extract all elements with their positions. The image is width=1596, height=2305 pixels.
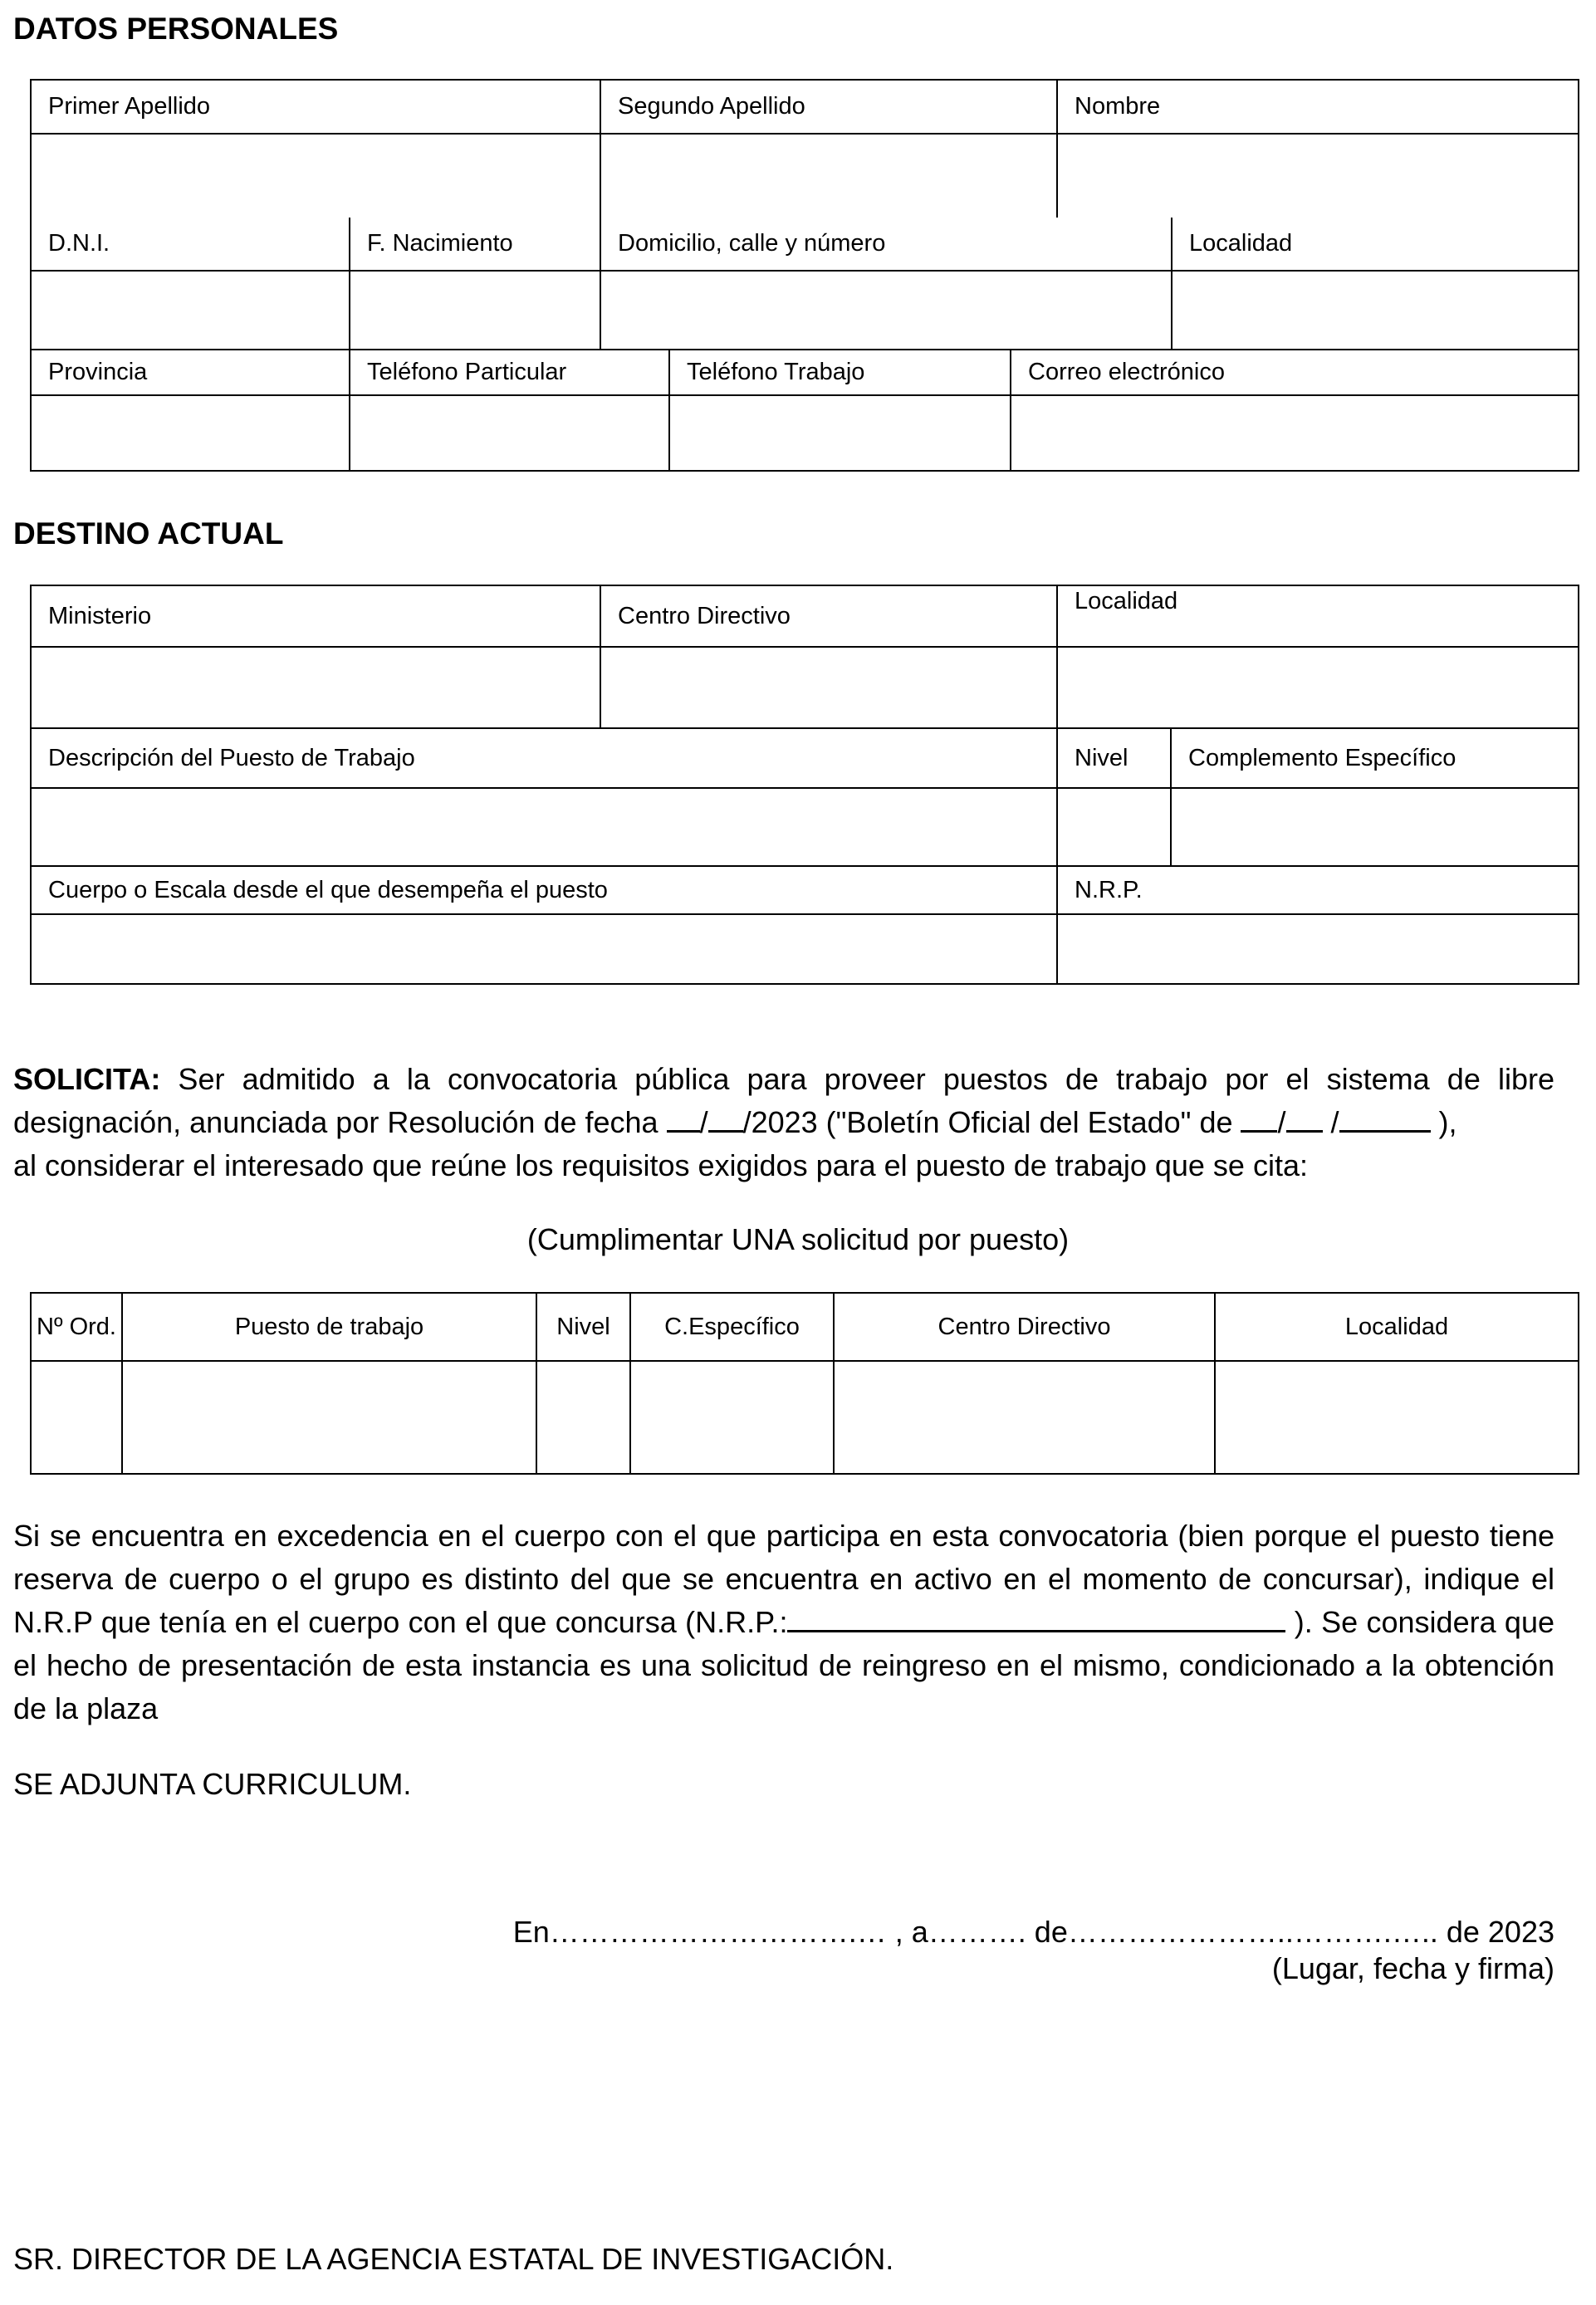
label-dni: D.N.I. (32, 218, 350, 270)
input-localidad[interactable] (1173, 272, 1578, 349)
excedencia-paragraph (13, 1515, 1554, 1730)
blank-boe-dia[interactable] (1241, 1102, 1277, 1133)
label-telefono-trabajo: Teléfono Trabajo (670, 350, 1011, 394)
input-puesto[interactable] (123, 1362, 537, 1473)
solicita-text: Ser admitido a la convocatoria pública para proveer puestos de trabajo por el sistema de libre designación, anunciada por Resolución de fecha (13, 1062, 1554, 1139)
header-centro-directivo: Centro Directivo (835, 1294, 1216, 1360)
label-descripcion-puesto: Descripción del Puesto de Trabajo (32, 729, 1058, 787)
label-provincia: Provincia (32, 350, 350, 394)
slash: / (699, 1105, 708, 1139)
label-ministerio: Ministerio (32, 586, 601, 646)
input-dni[interactable] (32, 272, 350, 349)
label-complemento: Complemento Específico (1188, 744, 1456, 771)
input-centro-directivo[interactable] (601, 648, 1058, 727)
label-nombre: Nombre (1075, 93, 1161, 120)
slash: / (1322, 1105, 1339, 1139)
lugar-fecha-caption: (Lugar, fecha y firma) (1271, 1951, 1554, 1985)
label-localidad-destino: Localidad (1075, 588, 1178, 614)
input-nivel[interactable] (1058, 789, 1172, 865)
blank-nrp-excedencia[interactable] (787, 1602, 1285, 1632)
label-cuerpo-escala: Cuerpo o Escala desde el que desempeña el puesto (32, 867, 1058, 913)
input-cuerpo-escala[interactable] (32, 915, 1058, 983)
lugar-fecha-line[interactable]: En………………………….… , a………. de…………………..……….….. de 2023 (512, 1915, 1554, 1949)
input-descripcion-puesto[interactable] (32, 789, 1058, 865)
blank-boe-anio[interactable] (1339, 1102, 1431, 1133)
label-correo: Correo electrónico (1028, 359, 1225, 385)
label-localidad: Localidad (1189, 230, 1293, 257)
puestos-table (30, 1292, 1579, 1475)
label-segundo-apellido: Segundo Apellido (601, 81, 1058, 133)
label-telefono-particular: Teléfono Particular (350, 350, 670, 394)
solicita-continuation: al considerar el interesado que reúne los requisitos exigidos para el puesto de trabajo que se cita: (13, 1148, 1308, 1182)
solicita-label: SOLICITA: (13, 1062, 161, 1096)
input-primer-apellido[interactable] (32, 135, 601, 218)
solicita-paragraph (13, 1058, 1554, 1187)
input-localidad-puesto[interactable] (1216, 1362, 1578, 1473)
input-localidad-destino[interactable] (1058, 648, 1578, 727)
header-localidad: Localidad (1344, 1313, 1449, 1340)
reingreso-text: Se considera que el hecho de presentación de esta instancia es una solicitud de reingreso en el mismo, condicionado a la obtención de la plaza (13, 1605, 1554, 1725)
label-primer-apellido: Primer Apellido (32, 81, 601, 133)
section-title-destino: DESTINO ACTUAL (13, 516, 284, 551)
slash: / (1277, 1105, 1286, 1139)
section-title-personal: DATOS PERSONALES (13, 12, 339, 46)
blank-fecha-dia[interactable] (667, 1102, 700, 1133)
adjunta-curriculum: SE ADJUNTA CURRICULUM. (13, 1767, 412, 1801)
input-f-nacimiento[interactable] (350, 272, 601, 349)
input-correo[interactable] (1011, 396, 1578, 470)
input-c-especifico[interactable] (631, 1362, 835, 1473)
input-centro-directivo-puesto[interactable] (835, 1362, 1216, 1473)
input-nombre[interactable] (1058, 135, 1578, 218)
input-domicilio[interactable] (601, 272, 1173, 349)
label-domicilio: Domicilio, calle y número (601, 218, 1173, 270)
personal-data-table (30, 79, 1579, 472)
solicita-note: (Cumplimentar UNA solicitud por puesto) (526, 1222, 1070, 1256)
excedencia-text: Si se encuentra en excedencia en el cuerpo con el que participa en esta convocatoria (bien porque el puesto tiene reserva de cuerpo o el grupo es distinto del que se encuentra en activo en el momento de concursar), indique el N.R.P que tenía en el cuerpo con el que concursa (N.R.P.: (13, 1519, 1554, 1639)
header-nivel: Nivel (537, 1294, 631, 1360)
header-num-ord: Nº Ord. (32, 1294, 123, 1360)
header-puesto: Puesto de trabajo (123, 1294, 537, 1360)
input-segundo-apellido[interactable] (601, 135, 1058, 218)
solicita-year-text: /2023 ("Boletín Oficial del Estado" de (742, 1105, 1241, 1139)
input-telefono-trabajo[interactable] (670, 396, 1011, 470)
input-nrp[interactable] (1058, 915, 1578, 983)
destinatario: SR. DIRECTOR DE LA AGENCIA ESTATAL DE INVESTIGACIÓN. (13, 2242, 894, 2276)
blank-fecha-mes[interactable] (708, 1102, 743, 1133)
input-complemento[interactable] (1172, 789, 1578, 865)
input-nivel-puesto[interactable] (537, 1362, 631, 1473)
destino-table (30, 585, 1579, 985)
header-c-especifico: C.Específico (631, 1294, 835, 1360)
label-centro-directivo: Centro Directivo (601, 586, 1058, 646)
blank-boe-mes[interactable] (1286, 1102, 1323, 1133)
input-num-ord[interactable] (32, 1362, 123, 1473)
input-telefono-particular[interactable] (350, 396, 670, 470)
solicita-close: ), (1430, 1105, 1457, 1139)
excedencia-close: ). (1285, 1605, 1313, 1639)
label-nrp: N.R.P. (1075, 876, 1143, 903)
label-f-nacimiento: F. Nacimiento (350, 218, 601, 270)
label-nivel: Nivel (1058, 729, 1172, 787)
input-ministerio[interactable] (32, 648, 601, 727)
input-provincia[interactable] (32, 396, 350, 470)
